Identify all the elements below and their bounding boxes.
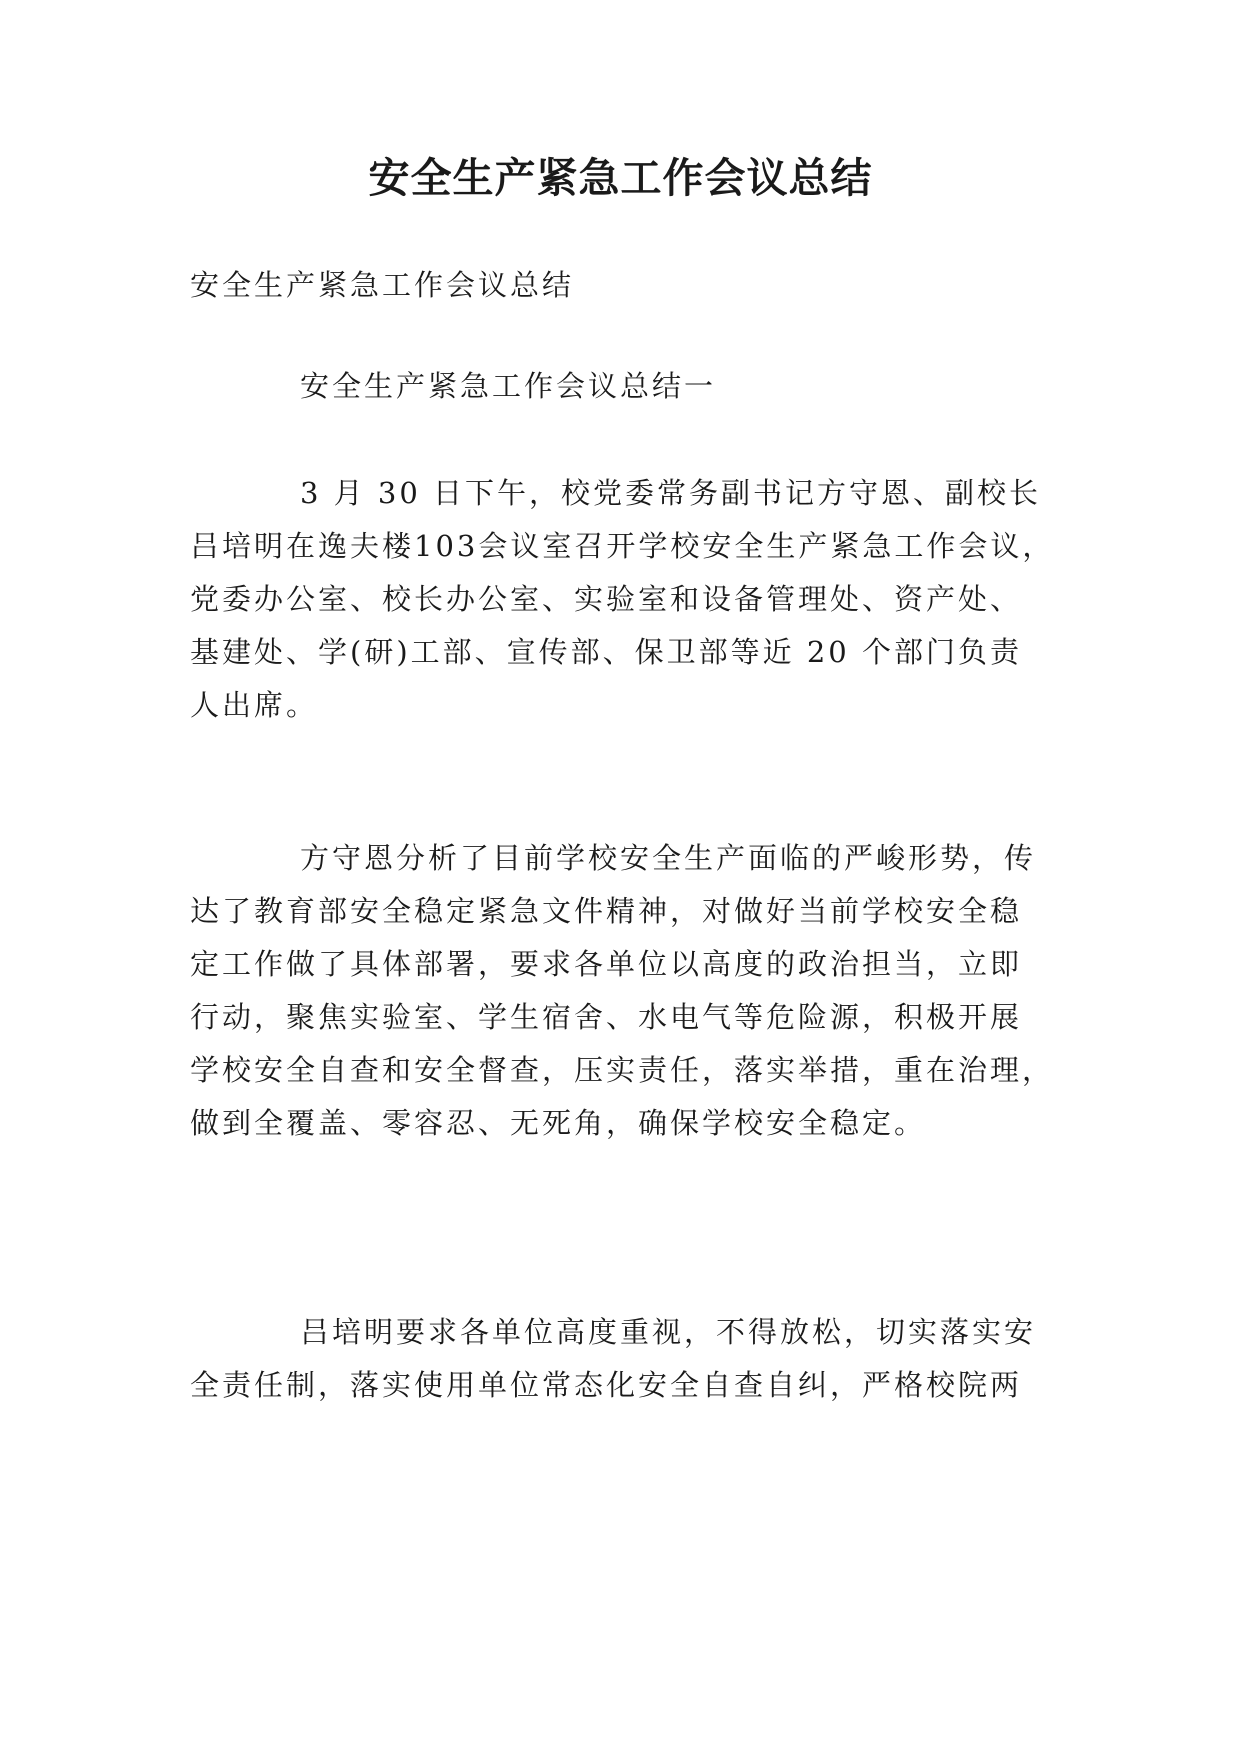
paragraph-line: 学校安全自查和安全督查，压实责任，落实举措，重在治理，	[190, 1053, 1055, 1087]
paragraph-line: 方守恩分析了目前学校安全生产面临的严峻形势，传	[300, 841, 1037, 875]
paragraph-line: 定工作做了具体部署，要求各单位以高度的政治担当，立即	[190, 947, 1023, 981]
paragraph-line: 达了教育部安全稳定紧急文件精神，对做好当前学校安全稳	[190, 894, 1023, 928]
paragraph-line: 吕培明在逸夫楼103会议室召开学校安全生产紧急工作会议，	[190, 529, 1055, 563]
paragraph-line: 人出席。	[190, 688, 319, 722]
document-title: 安全生产紧急工作会议总结	[368, 154, 873, 202]
paragraph-line: 吕培明要求各单位高度重视，不得放松，切实落实安	[300, 1315, 1037, 1349]
paragraph-line: 3 月 30 日下午，校党委常务副书记方守恩、副校长	[300, 476, 1042, 510]
paragraph-line: 全责任制，落实使用单位常态化安全自查自纠，严格校院两	[190, 1368, 1023, 1402]
paragraph-line: 做到全覆盖、零容忍、无死角，确保学校安全稳定。	[190, 1106, 927, 1140]
document-subtitle: 安全生产紧急工作会议总结	[190, 268, 575, 302]
section-heading: 安全生产紧急工作会议总结一	[300, 369, 717, 403]
paragraph-line: 行动，聚焦实验室、学生宿舍、水电气等危险源，积极开展	[190, 1000, 1023, 1034]
paragraph-line: 党委办公室、校长办公室、实验室和设备管理处、资产处、	[190, 582, 1023, 616]
paragraph-line: 基建处、学(研)工部、宣传部、保卫部等近 20 个部门负责	[190, 635, 1022, 669]
